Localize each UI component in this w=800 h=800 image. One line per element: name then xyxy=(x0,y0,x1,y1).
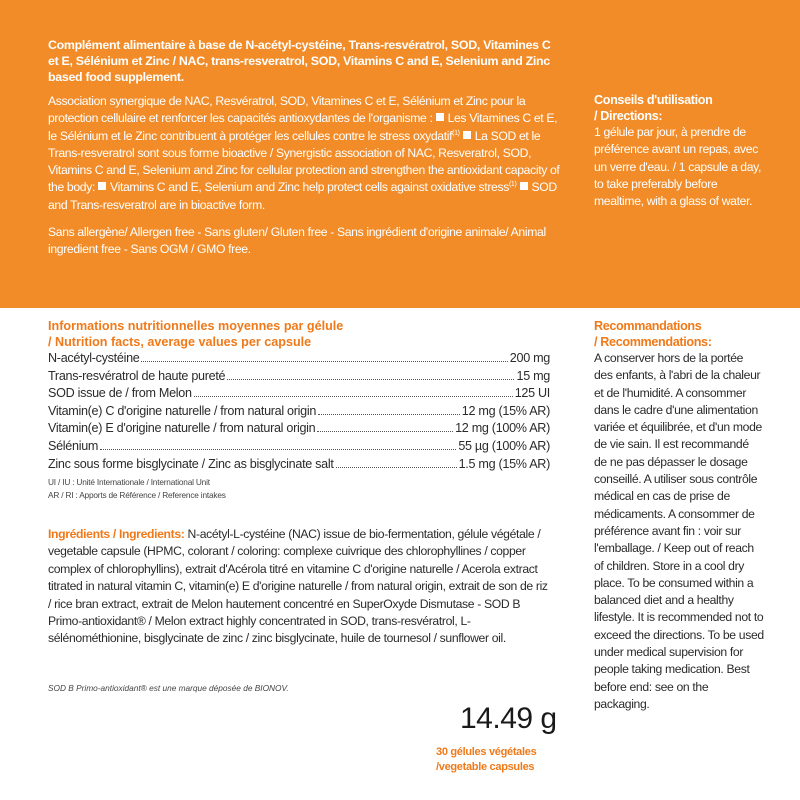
nutrient-value: 12 mg (15% AR) xyxy=(461,403,550,418)
dotted-leader xyxy=(336,467,457,468)
nutrient-name: Vitamin(e) E d'origine naturelle / from natural origin xyxy=(48,421,316,436)
nutrition-row xyxy=(48,438,550,456)
description-block xyxy=(48,37,563,259)
bullet-en-2: SOD and Trans-resveratrol are in bioactive form. xyxy=(48,180,557,212)
recommendations-heading-fr: Recommandations xyxy=(594,319,702,333)
nutrition-heading-en: / Nutrition facts, average values per capsule xyxy=(48,335,312,349)
nutrient-value: 125 UI xyxy=(514,386,550,401)
nutrition-heading-fr: Informations nutritionnelles moyennes par gélule xyxy=(48,319,344,333)
square-bullet-icon xyxy=(436,113,444,121)
ingredients-label: Ingrédients / Ingredients: xyxy=(48,527,185,541)
nutrition-row xyxy=(48,350,550,368)
nutrition-heading xyxy=(48,318,550,350)
iu-note: UI / IU : Unité Internationale / International Unit xyxy=(48,477,210,488)
square-bullet-icon xyxy=(520,182,528,190)
net-weight: 14.49 g xyxy=(460,702,557,735)
association-intro: Association synergique de NAC, Resvératrol, SOD, Vitamines C et E, Sélénium et Zinc pour la protection cellulaire et renforcer les capacités antioxydantes de l'organisme : xyxy=(48,94,526,126)
bullet-en-1: Vitamins C and E, Selenium and Zinc help protect cells against oxidative stress xyxy=(110,180,509,195)
directions-block xyxy=(594,92,764,210)
capsule-count-en: /vegetable capsules xyxy=(436,761,535,773)
recommendations-heading-en: / Recommendations: xyxy=(594,335,712,349)
nutrient-name: N-acétyl-cystéine xyxy=(48,351,140,365)
nutrient-value: 1.5 mg (15% AR) xyxy=(458,456,550,471)
recommendations-text: A conserver hors de la portée des enfants, à l'abri de la chaleur et de l'humidité. A consommer dans le cadre d'une alimentation variée et équilibrée, et d'un mode de vie sain. Il est recommandé de ne pas dépasser le dosage conseillé. A utiliser sous contrôle médical en cas de prise de médicaments. A consommer de préférence avant fin : voir sur l'emballage. / Keep out of reach of children. Store in a cool dry place. To be consumed within a balanced diet and a healthy lifestyle. It is recommended not to exceed the directions. To be used under medical supervision for people taking medication. Best before end: see on the packaging. xyxy=(594,351,764,711)
nutrient-value: 12 mg (100% AR) xyxy=(455,421,550,436)
footnote-marker: (1) xyxy=(508,181,517,189)
nutrient-name: Sélénium xyxy=(48,438,99,453)
ingredients-block xyxy=(48,526,553,648)
square-bullet-icon xyxy=(98,182,106,190)
ingredients-text: N-acétyl-L-cystéine (NAC) issue de bio-fermentation, gélule végétale / vegetable capsule (HPMC, colorant / coloring: complexe cuivrique des chlorophyllines / copper complex of chlorophyllins), extrait d'Acérola titré en vitamine C d'origine naturelle / Acerola extract titrated in natural vitamin C, vitamin(e) E d'origine naturelle / from natural origin, extrait de son de riz / rice bran extract, extrait de Melon hautement concentré en SuperOxyde Dismutase - SOD B Primo-antioxidant® / Melon extract highly concentrated in SOD, trans-resvératrol, L-sélénométhionine, bisglycinate de zinc / zinc bisglycinate, huile de tournesol / sunflower oil. xyxy=(48,527,548,646)
nutrient-value: 200 mg xyxy=(509,351,550,365)
nutrition-row xyxy=(48,385,550,403)
dotted-leader xyxy=(317,431,453,432)
nutrient-name: Vitamin(e) C d'origine naturelle / from natural origin xyxy=(48,403,317,418)
dotted-leader xyxy=(318,414,460,415)
nutrition-row xyxy=(48,368,550,386)
nutrient-name: Zinc sous forme bisglycinate / Zinc as bisglycinate salt xyxy=(48,456,334,471)
ri-note: AR / RI : Apports de Référence / Reference intakes xyxy=(48,489,226,500)
capsule-count xyxy=(436,745,536,775)
trademark-note: SOD B Primo-antioxidant® est une marque déposée de BIONOV. xyxy=(48,683,289,693)
recommendations-block xyxy=(594,318,764,713)
recommendations-heading xyxy=(594,318,764,350)
directions-heading-fr: Conseils d'utilisation xyxy=(594,93,713,107)
nutrient-name: SOD issue de / from Melon xyxy=(48,386,192,401)
dotted-leader xyxy=(100,449,456,450)
association-text xyxy=(48,93,563,214)
nutrient-value: 55 µg (100% AR) xyxy=(458,438,550,453)
nutrition-facts xyxy=(48,318,550,501)
dotted-leader xyxy=(194,396,513,397)
square-bullet-icon xyxy=(463,131,471,139)
bullet-fr-2: La SOD et le Trans-resveratrol sont sous forme bioactive xyxy=(48,128,541,160)
nutrition-row xyxy=(48,403,550,421)
product-title: Complément alimentaire à base de N-acétyl-cystéine, Trans-resvératrol, SOD, Vitamines C et E, Sélénium et Zinc / NAC, trans-resveratrol, SOD, Vitamins C and E, Selenium and Zinc based food supplement. xyxy=(48,38,551,84)
bullet-fr-1: Les Vitamines C et E, le Sélénium et le Zinc contribuent à protéger les cellules contre le stress oxydatif xyxy=(48,111,558,143)
directions-text: 1 gélule par jour, à prendre de préférence avant un repas, avec un verre d'eau. / 1 capsule a day, to take preferably before mealtime, with a glass of water. xyxy=(594,125,762,209)
dotted-leader xyxy=(227,379,514,380)
nutrient-name: Trans-resvératrol de haute pureté xyxy=(48,368,226,383)
association-english: / Synergistic association of NAC, Resveratrol, SOD, Vitamins C and E, Selenium and Zinc for cellular protection and strengthen the antioxidant capacity of the body: xyxy=(48,145,560,195)
footnote-marker: (1) xyxy=(452,129,460,137)
nutrition-row xyxy=(48,456,550,474)
directions-heading xyxy=(594,92,764,124)
nutrient-value: 15 mg xyxy=(516,368,550,383)
directions-heading-en: / Directions: xyxy=(594,109,663,123)
dotted-leader xyxy=(141,361,507,362)
free-from-text: Sans allergène/ Allergen free - Sans gluten/ Gluten free - Sans ingrédient d'origine animale/ Animal ingredient free - Sans OGM / GMO free. xyxy=(48,225,546,257)
nutrition-row xyxy=(48,420,550,438)
capsule-count-fr: 30 gélules végétales xyxy=(436,746,537,758)
